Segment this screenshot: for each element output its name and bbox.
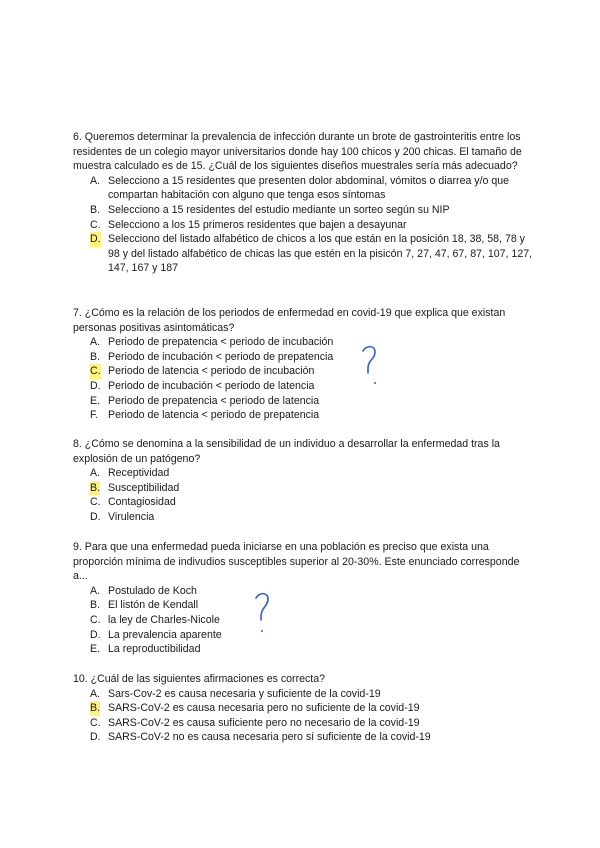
options-list (73, 335, 533, 423)
option-text: SARS-CoV-2 no es causa necesaria pero sí suficiente de la covid-19 (108, 731, 431, 744)
option-text: Periodo de latencia < periodo de incubación (108, 365, 315, 378)
question-9 (73, 540, 533, 657)
option-f (73, 408, 533, 423)
option-text: SARS-CoV-2 es causa suficiente pero no necesario de la covid-19 (108, 716, 420, 729)
option-letter: A. (90, 467, 101, 480)
option-b (73, 481, 533, 496)
option-d (73, 232, 533, 276)
option-a (73, 335, 533, 350)
option-text: Periodo de prepatencia < periodo de latencia (108, 394, 320, 407)
question-10 (73, 672, 533, 745)
option-text: Selecciono del listado alfabético de chicos a los que están en la posición 18, 38, 58, 78 y 98 y del listado alfabético de chicas las que estén en la pisicón 7, 27, 47, 67, 87, 107, 127, 147, 167 y 187 (108, 233, 533, 275)
option-letter: A. (90, 174, 101, 187)
option-e (73, 394, 533, 409)
option-a (73, 687, 533, 702)
option-text: Sars-Cov-2 es causa necesaria y suficiente de la covid-19 (108, 687, 381, 700)
option-text: La reproductibilidad (108, 643, 201, 656)
option-letter-highlighted: B. (90, 702, 101, 715)
option-letter: D. (90, 379, 101, 392)
option-text: Contagiosidad (108, 496, 176, 509)
option-letter: D. (90, 628, 101, 641)
options-list (73, 174, 533, 276)
option-letter: C. (90, 218, 101, 231)
options-list (73, 687, 533, 745)
question-6 (73, 130, 533, 276)
question-stem: 7. ¿Cómo es la relación de los periodos de enfermedad en covid-19 que explica que existan personas positivas asintomáticas? (73, 307, 506, 334)
option-text: Postulado de Koch (108, 584, 197, 597)
option-d (73, 628, 533, 643)
option-b (73, 203, 533, 218)
handwritten-question-mark-icon (250, 590, 276, 636)
option-letter: B. (90, 203, 101, 216)
option-c (73, 716, 533, 731)
option-text: La prevalencia aparente (108, 628, 222, 641)
option-letter: B. (90, 350, 101, 363)
option-text: El listón de Kendall (108, 599, 199, 612)
option-text: Susceptibilidad (108, 481, 180, 494)
option-c (73, 613, 533, 628)
option-letter-highlighted: D. (90, 233, 101, 246)
question-stem: 8. ¿Cómo se denomina a la sensibilidad de un individuo a desarrollar la enfermedad tras la explosión de un patógeno? (73, 438, 500, 465)
option-letter-highlighted: B. (90, 481, 101, 494)
option-letter: D. (90, 510, 101, 523)
option-letter: F. (90, 409, 99, 422)
option-c (73, 218, 533, 233)
option-b (73, 701, 533, 716)
option-letter: E. (90, 643, 101, 656)
question-stem: 10. ¿Cuál de las siguientes afirmaciones es correcta? (73, 673, 326, 685)
option-text: SARS-CoV-2 es causa necesaria pero no suficiente de la covid-19 (108, 702, 420, 715)
options-list (73, 584, 533, 657)
option-letter: A. (90, 687, 101, 700)
question-stem: 9. Para que una enfermedad pueda iniciarse en una población es preciso que exista una proporción mínima de indivudios susceptibles superior al 20-30%. Este enunciado corresponde a... (73, 541, 520, 583)
option-b (73, 598, 533, 613)
option-d (73, 379, 533, 394)
option-d (73, 730, 533, 745)
option-text: Periodo de incubación < periodo de prepatencia (108, 350, 334, 363)
option-letter: E. (90, 394, 101, 407)
option-letter: A. (90, 336, 101, 349)
option-text: Selecciono a 15 residentes que presenten dolor abdominal, vómitos o diarrea y/o que compartan habitación con alguno que tenga esos síntomas (108, 174, 510, 202)
option-d (73, 510, 533, 525)
option-letter: D. (90, 731, 101, 744)
option-a (73, 174, 533, 203)
option-text: Periodo de incubación < periodo de latencia (108, 379, 315, 392)
option-c (73, 364, 533, 379)
option-letter: C. (90, 496, 101, 509)
option-text: la ley de Charles-Nicole (108, 613, 220, 626)
option-letter: C. (90, 613, 101, 626)
option-letter: C. (90, 716, 101, 729)
option-c (73, 495, 533, 510)
handwritten-question-mark-icon (357, 343, 383, 387)
option-text: Periodo de latencia < periodo de prepatencia (108, 409, 320, 422)
option-letter: A. (90, 584, 101, 597)
option-letter-highlighted: C. (90, 365, 101, 378)
option-a (73, 584, 533, 599)
question-8 (73, 437, 533, 525)
option-b (73, 350, 533, 365)
option-a (73, 466, 533, 481)
option-letter: B. (90, 599, 101, 612)
option-text: Selecciono a 15 residentes del estudio mediante un sorteo según su NIP (108, 203, 450, 216)
option-e (73, 642, 533, 657)
option-text: Periodo de prepatencia < periodo de incubación (108, 336, 334, 349)
question-7 (73, 306, 533, 423)
option-text: Virulencia (108, 510, 155, 523)
question-stem: 6. Queremos determinar la prevalencia de infección durante un brote de gastrointeritis entre los residentes de un colegio mayor universitarios donde hay 100 chicos y 200 chicas. El tamaño de muestra calculado es de 15. ¿Cuál de los siguientes diseños muestrales sería más adecuado? (73, 131, 522, 173)
options-list (73, 466, 533, 524)
option-text: Receptividad (108, 467, 170, 480)
option-text: Selecciono a los 15 primeros residentes que bajen a desayunar (108, 218, 407, 231)
